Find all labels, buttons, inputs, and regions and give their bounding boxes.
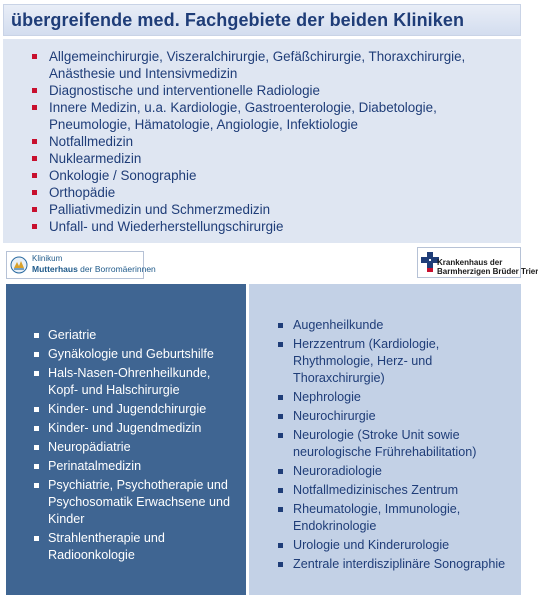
- list-item: Innere Medizin, u.a. Kardiologie, Gastroenterologie, Diabetologie, Pneumologie, Hämatologie, Angiologie, Infektiologie: [3, 99, 521, 133]
- list-item: Onkologie / Sonographie: [3, 167, 521, 184]
- list-item: Neuropädiatrie: [6, 439, 246, 456]
- bullet-icon: [278, 395, 283, 400]
- bullet-icon: [34, 371, 39, 376]
- list-item: Hals-Nasen-Ohrenheilkunde, Kopf- und Halschirurgie: [6, 365, 246, 399]
- list-item: Diagnostische und interventionelle Radiologie: [3, 82, 521, 99]
- bbt-logo: [417, 247, 538, 278]
- bullet-icon: [278, 433, 283, 438]
- list-item: Geriatrie: [6, 327, 246, 344]
- bullet-icon: [34, 426, 39, 431]
- logo-left-line2: Mutterhaus der Borromäerinnen: [32, 264, 156, 274]
- bullet-icon: [32, 156, 37, 161]
- bullet-icon: [32, 54, 37, 59]
- logo-right-line1: Krankenhaus der: [437, 258, 503, 267]
- list-item: Kinder- und Jugendmedizin: [6, 420, 246, 437]
- left-discipline-list: [6, 327, 246, 566]
- bullet-icon: [32, 105, 37, 110]
- bullet-icon: [32, 224, 37, 229]
- bullet-icon: [278, 342, 283, 347]
- bullet-icon: [34, 352, 39, 357]
- list-item: Palliativmedizin und Schmerzmedizin: [3, 201, 521, 218]
- bullet-icon: [278, 414, 283, 419]
- list-item: Strahlentherapie und Radioonkologie: [6, 530, 246, 564]
- list-item: Unfall- und Wiederherstellungschirurgie: [3, 218, 521, 235]
- bullet-icon: [32, 190, 37, 195]
- bullet-icon: [278, 562, 283, 567]
- bullet-icon: [34, 333, 39, 338]
- title-bar: [3, 4, 521, 36]
- bullet-icon: [32, 173, 37, 178]
- bullet-icon: [34, 445, 39, 450]
- list-item: Nephrologie: [249, 389, 521, 406]
- bullet-icon: [34, 483, 39, 488]
- list-item: Allgemeinchirurgie, Viszeralchirurgie, Gefäßchirurgie, Thoraxchirurgie, Anästhesie und Intensivmedizin: [3, 48, 521, 82]
- bullet-icon: [32, 139, 37, 144]
- mutterhaus-logo: [6, 251, 156, 279]
- list-item: Neurologie (Stroke Unit sowie neurologische Frührehabilitation): [249, 427, 521, 461]
- bullet-icon: [34, 464, 39, 469]
- bullet-icon: [278, 323, 283, 328]
- list-item: Notfallmedizinisches Zentrum: [249, 482, 521, 499]
- logo-left-line1: Klinikum: [32, 254, 63, 263]
- bullet-icon: [278, 469, 283, 474]
- list-item: Gynäkologie und Geburtshilfe: [6, 346, 246, 363]
- right-discipline-list: [249, 317, 521, 575]
- list-item: Nuklearmedizin: [3, 150, 521, 167]
- list-item: Neuroradiologie: [249, 463, 521, 480]
- bullet-icon: [32, 207, 37, 212]
- list-item: Augenheilkunde: [249, 317, 521, 334]
- list-item: Herzzentrum (Kardiologie, Rhythmologie, Herz- und Thoraxchirurgie): [249, 336, 521, 387]
- logo-right-line2: Barmherzigen Brüder Trier: [437, 267, 538, 276]
- bullet-icon: [34, 536, 39, 541]
- list-item: Notfallmedizin: [3, 133, 521, 150]
- list-item: Orthopädie: [3, 184, 521, 201]
- bullet-icon: [34, 407, 39, 412]
- list-item: Psychiatrie, Psychotherapie und Psychosomatik Erwachsene und Kinder: [6, 477, 246, 528]
- list-item: Perinatalmedizin: [6, 458, 246, 475]
- bullet-icon: [278, 507, 283, 512]
- logo-row: [0, 246, 538, 280]
- page-title: übergreifende med. Fachgebiete der beiden Kliniken: [11, 10, 465, 30]
- bbt-disciplines-panel: [249, 284, 521, 595]
- shared-disciplines-list: [3, 48, 521, 235]
- bullet-icon: [32, 88, 37, 93]
- list-item: Zentrale interdisziplinäre Sonographie: [249, 556, 521, 573]
- list-item: Urologie und Kinderurologie: [249, 537, 521, 554]
- shared-disciplines-panel: [3, 39, 521, 243]
- list-item: Rheumatologie, Immunologie, Endokrinologie: [249, 501, 521, 535]
- mutterhaus-disciplines-panel: [6, 284, 246, 595]
- mutterhaus-emblem-icon: [10, 256, 28, 274]
- list-item: Neurochirurgie: [249, 408, 521, 425]
- bullet-icon: [278, 543, 283, 548]
- list-item: Kinder- und Jugendchirurgie: [6, 401, 246, 418]
- bullet-icon: [278, 488, 283, 493]
